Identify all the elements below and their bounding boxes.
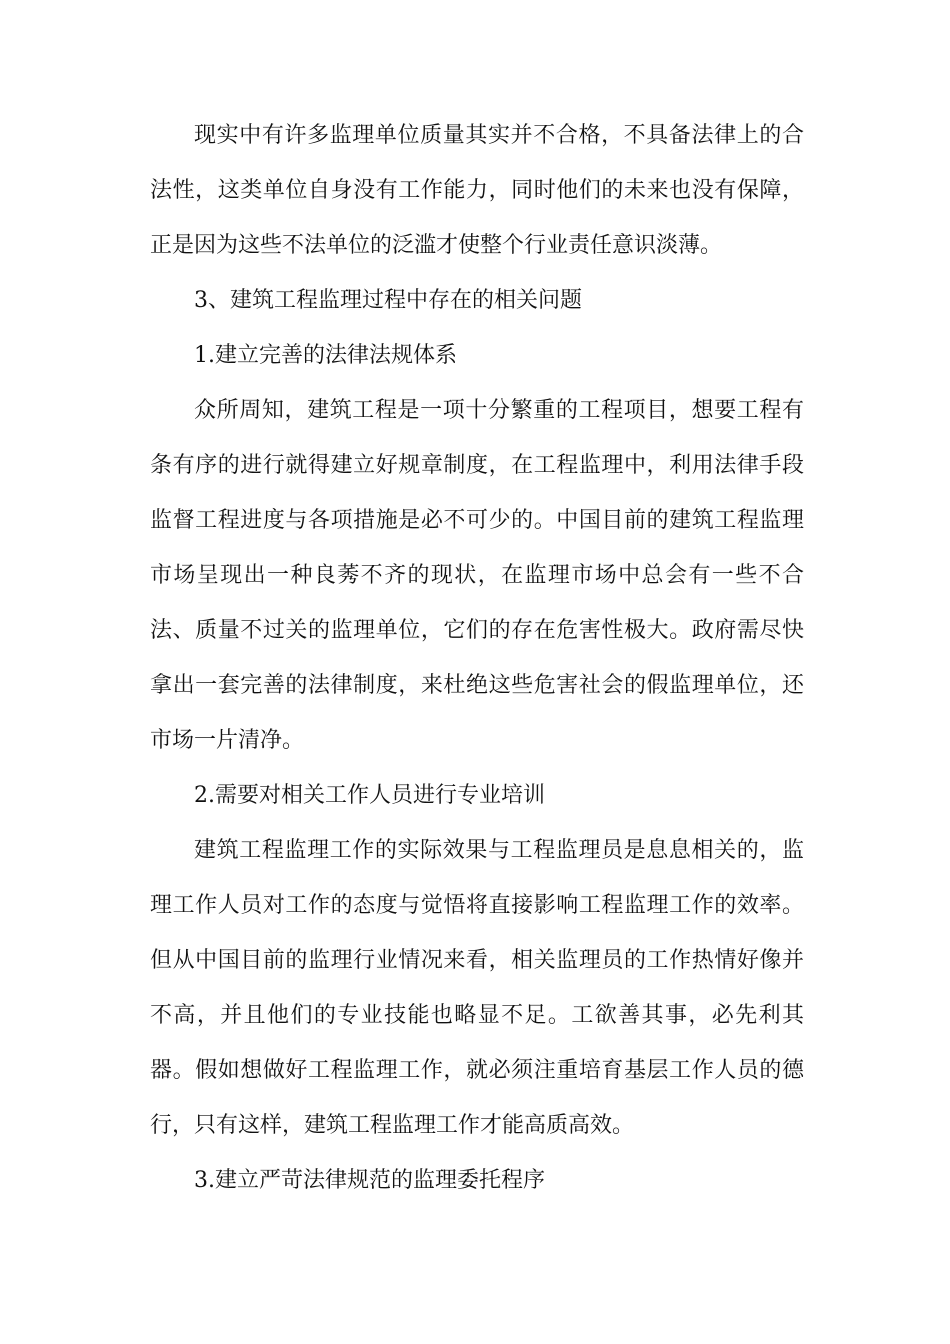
section-heading: 3、建筑工程监理过程中存在的相关问题 <box>194 288 582 313</box>
subsection-heading: 3.建立严苛法律规范的监理委托程序 <box>194 1168 545 1193</box>
body-paragraph: 建筑工程监理工作的实际效果与工程监理员是息息相关的，监理工作人员对工作的态度与觉悟将直接影响工程监理工作的效率。但从中国目前的监理行业情况来看，相关监理员的工作热情好像并不高，并且他们的专业技能也略显不足。工欲善其事，必先利其器。假如想做好工程监理工作，就必须注重培育基层工作人员的德行，只有这样，建筑工程监理工作才能高质高效。 <box>150 838 804 1138</box>
subsection-heading: 2.需要对相关工作人员进行专业培训 <box>194 783 545 808</box>
subsection-heading: 1.建立完善的法律法规体系 <box>194 343 457 368</box>
body-paragraph: 现实中有许多监理单位质量其实并不合格，不具备法律上的合法性，这类单位自身没有工作能力，同时他们的未来也没有保障，正是因为这些不法单位的泛滥才使整个行业责任意识淡薄。 <box>150 123 804 258</box>
body-paragraph: 众所周知，建筑工程是一项十分繁重的工程项目，想要工程有条有序的进行就得建立好规章制度，在工程监理中，利用法律手段监督工程进度与各项措施是必不可少的。中国目前的建筑工程监理市场呈现出一种良莠不齐的现状，在监理市场中总会有一些不合法、质量不过关的监理单位，它们的存在危害性极大。政府需尽快拿出一套完善的法律制度，来杜绝这些危害社会的假监理单位，还市场一片清净。 <box>150 398 804 753</box>
document-body <box>150 108 804 1208</box>
